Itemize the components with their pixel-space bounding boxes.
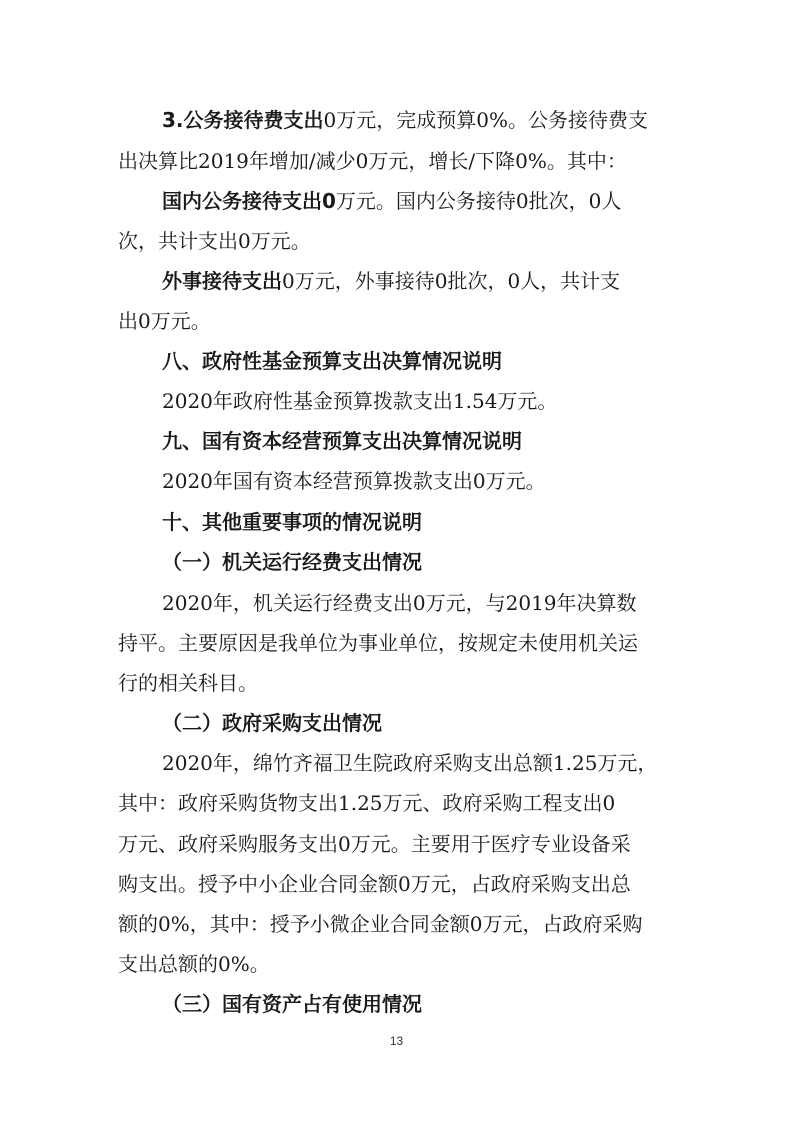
paragraph-line: 其中：政府采购货物支出1.25万元、政府采购工程支出0 (118, 791, 616, 815)
subsection-heading: （一）机关运行经费支出情况 (162, 550, 422, 574)
bold-label: 外事接待支出 (162, 269, 282, 293)
line-text: 万元。国内公务接待0批次，0人 (335, 189, 622, 213)
section-heading: 八、政府性基金预算支出决算情况说明 (162, 349, 502, 373)
subsection-heading: （三）国有资产占有使用情况 (162, 992, 422, 1016)
subsection-heading: （二）政府采购支出情况 (162, 711, 382, 735)
paragraph-line: 额的0%，其中：授予小微企业合同金额0万元，占政府采购 (118, 912, 643, 936)
section-heading: 十、其他重要事项的情况说明 (162, 510, 422, 534)
bold-label: 3.公务接待费支出 (162, 108, 324, 132)
paragraph-line: 万元、政府采购服务支出0万元。主要用于医疗专业设备采 (118, 832, 631, 856)
bold-label: 国内公务接待支出0 (162, 189, 336, 213)
paragraph-line: 2020年国有资本经营预算拨款支出0万元。 (162, 469, 546, 493)
paragraph-line: 次，共计支出0万元。 (118, 229, 311, 253)
paragraph-line (162, 106, 648, 134)
paragraph-line: 购支出。授予中小企业合同金额0万元，占政府采购支出总 (118, 872, 631, 896)
page-number: 13 (389, 1034, 404, 1048)
paragraph-line (162, 267, 620, 295)
paragraph-line: 持平。主要原因是我单位为事业单位，按规定未使用机关运 (118, 631, 638, 655)
paragraph-line: 2020年，绵竹齐福卫生院政府采购支出总额1.25万元， (162, 751, 658, 775)
section-heading: 九、国有资本经营预算支出决算情况说明 (162, 429, 522, 453)
paragraph-line: 2020年，机关运行经费支出0万元，与2019年决算数 (162, 591, 637, 615)
paragraph-line: 支出总额的0%。 (118, 952, 270, 976)
paragraph-line: 行的相关科目。 (118, 671, 258, 695)
paragraph-line: 2020年政府性基金预算拨款支出1.54万元。 (162, 389, 558, 413)
paragraph-line (162, 187, 621, 215)
line-text: 0万元，外事接待0批次，0人，共计支 (282, 269, 621, 293)
paragraph-line: 出0万元。 (118, 309, 211, 333)
paragraph-line: 出决算比2019年增加/减少0万元，增长/下降0%。其中： (118, 149, 627, 173)
line-text: 0万元，完成预算0%。公务接待费支 (323, 108, 648, 132)
